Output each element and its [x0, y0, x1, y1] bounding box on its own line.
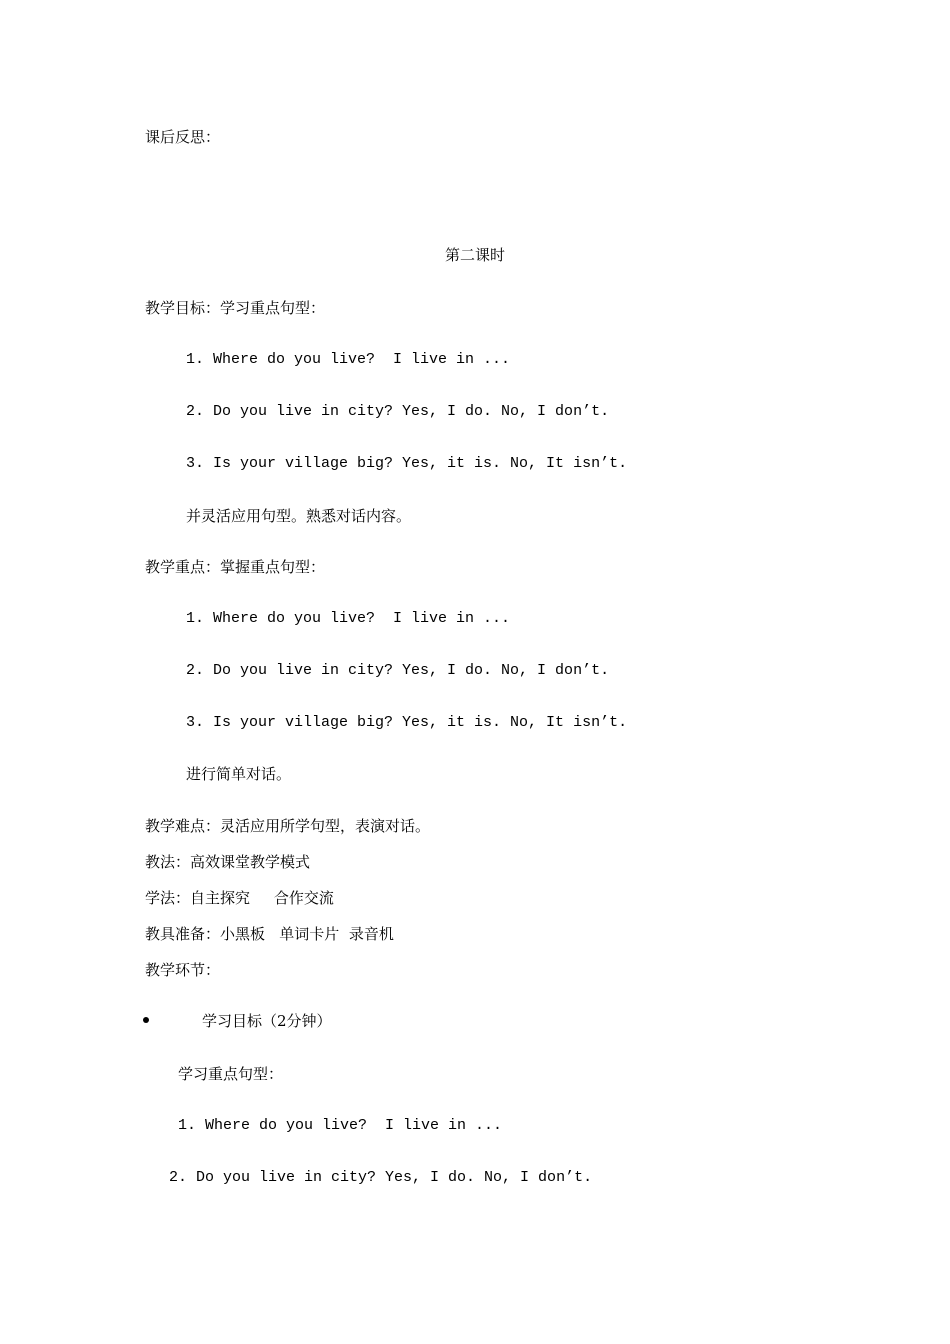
reflection-label: 课后反思：	[145, 128, 221, 146]
learning-method: 学法：自主探究 合作交流	[145, 889, 334, 907]
difficulty: 教学难点：灵活应用所学句型，表演对话。	[145, 817, 431, 835]
key-point-item-2: 2. Do you live in city? Yes, I do. No, I don’t.	[186, 662, 610, 679]
bullet-icon	[143, 1017, 149, 1023]
section-heading: 学习目标（2分钟）	[202, 1012, 332, 1030]
procedure-label: 教学环节：	[145, 961, 221, 979]
objectives-label: 教学目标：学习重点句型：	[145, 299, 326, 317]
objective-item-3: 3. Is your village big? Yes, it is. No, It isn’t.	[186, 455, 628, 472]
teaching-method: 教法：高效课堂教学模式	[145, 853, 311, 871]
section-item-2: 2. Do you live in city? Yes, I do. No, I don’t.	[169, 1169, 593, 1186]
objective-item-1: 1. Where do you live? I live in ...	[186, 351, 511, 368]
objective-item-2: 2. Do you live in city? Yes, I do. No, I don’t.	[186, 403, 610, 420]
section-sub-label: 学习重点句型：	[178, 1065, 284, 1083]
key-point-item-3: 3. Is your village big? Yes, it is. No, It isn’t.	[186, 714, 628, 731]
section-item-1: 1. Where do you live? I live in ...	[178, 1117, 503, 1134]
objectives-note: 并灵活应用句型。熟悉对话内容。	[186, 507, 412, 525]
key-points-note: 进行简单对话。	[186, 765, 292, 783]
key-point-item-1: 1. Where do you live? I live in ...	[186, 610, 511, 627]
key-points-label: 教学重点：掌握重点句型：	[145, 558, 326, 576]
materials: 教具准备：小黑板 单词卡片 录音机	[145, 925, 394, 943]
lesson-title: 第二课时	[444, 246, 505, 264]
